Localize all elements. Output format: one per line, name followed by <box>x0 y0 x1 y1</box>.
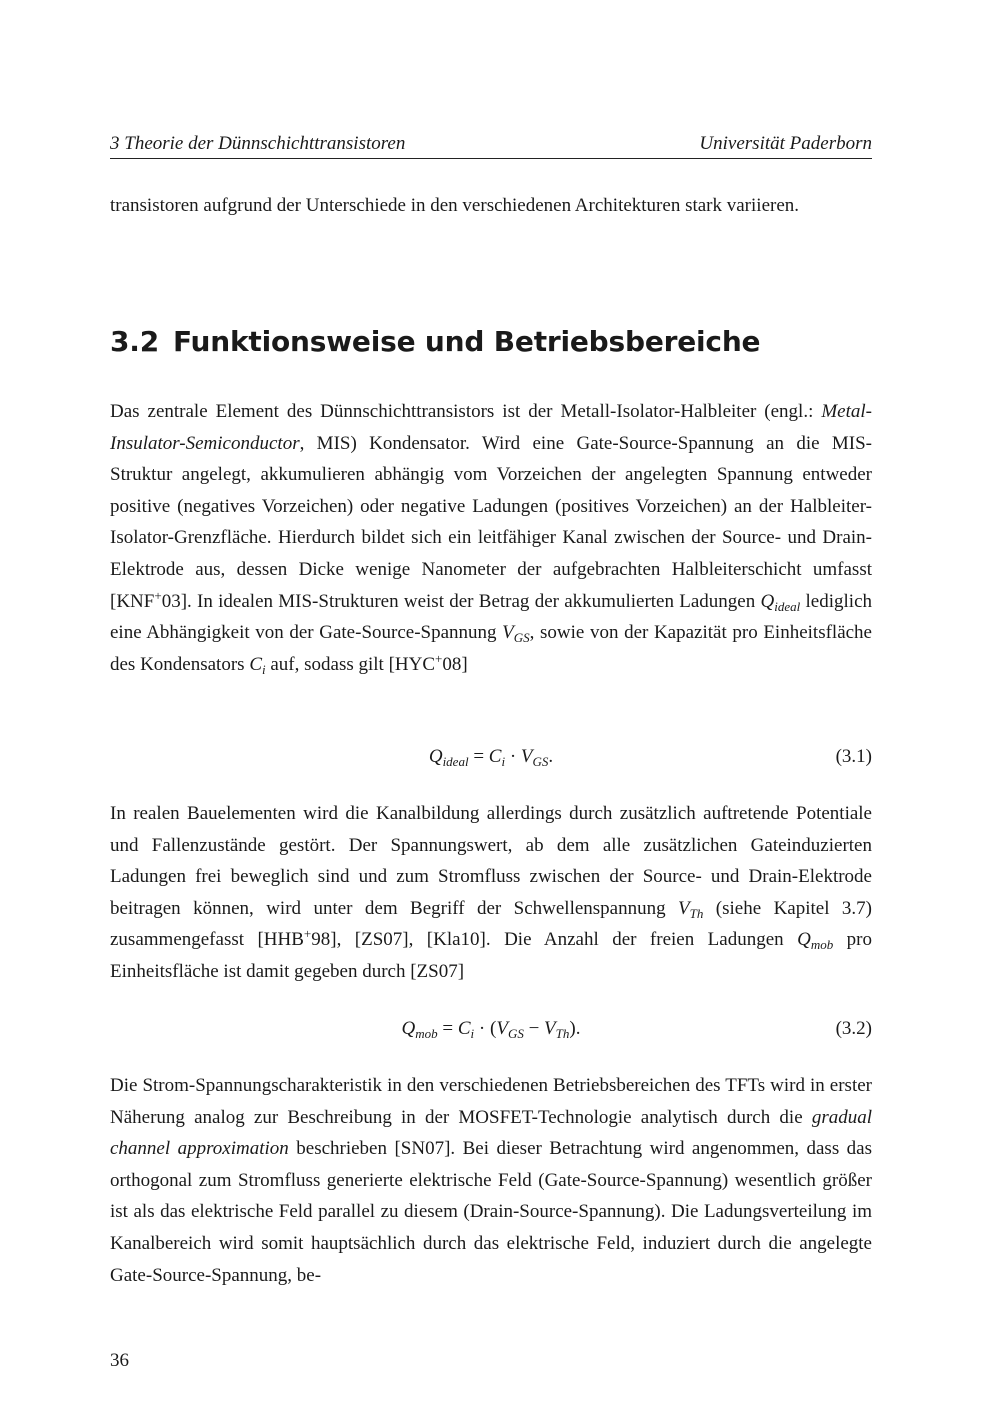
paragraph-mis-capacitor <box>110 396 872 680</box>
math-operator: = <box>437 1018 458 1039</box>
math-subscript: ideal <box>442 754 469 769</box>
text-run: 98], [ZS07], [Kla10]. Die Anzahl der freien Ladungen <box>311 929 798 951</box>
text-run: In realen Bauelementen wird die Kanalbildung allerdings durch zusätzlich auftretende Potentiale und Fallenzustände gestört. Der Spannungswert, ab dem alle zusätzlichen Gateinduzierten Ladungen frei beweglich sind und zum Stromfluss zwischen der Source- und Drain-Elektrode beitragen können, wird unter dem Begriff der Schwellenspannung <box>110 803 872 919</box>
math-symbol: C <box>249 653 262 675</box>
math-subscript: ideal <box>774 598 801 614</box>
text-run: , MIS) Kondensator. Wird eine Gate-Source-Spannung an die MIS-Struktur angelegt, akkumulieren abhängig vom Vorzeichen der angelegten Spannung entweder positive (negatives Vorzeichen) oder negative Ladungen (positives Vorzeichen) an der Halbleiter-Isolator-Grenzfläche. Hierdurch bildet sich ein leitfähiger Kanal zwischen der Source- und Drain-Elektrode aus, dessen Dicke wenige Nanometer der aufgebrachten Halbleiterschicht umfasst [KNF <box>110 432 872 612</box>
math-operator: − <box>523 1018 545 1039</box>
header-university: Universität Paderborn <box>699 133 872 154</box>
text-run: (siehe Kapitel 3.7) zusammengefasst [HHB <box>110 897 872 951</box>
section-title: Funktionsweise und Betriebsbereiche <box>173 325 761 358</box>
math-subscript: mob <box>415 1026 438 1041</box>
text-run: 08] <box>442 653 468 675</box>
math-subscript: Th <box>689 905 704 921</box>
math-symbol: V <box>520 746 533 767</box>
equation-3-2 <box>110 1012 872 1046</box>
text-run: pro Einheitsfläche ist damit gegeben durch [ZS07] <box>110 929 872 982</box>
math-subscript: Th <box>555 1026 570 1041</box>
superscript: + <box>303 926 312 942</box>
page-number: 36 <box>110 1350 129 1371</box>
equation-formula <box>110 740 872 774</box>
math-symbol: Q <box>401 1018 416 1039</box>
math-subscript: i <box>262 661 266 677</box>
math-operator: ). <box>569 1018 581 1039</box>
text-run: Das zentrale Element des Dünnschichttransistors ist der Metall-Isolator-Halbleiter (engl.: <box>110 401 822 422</box>
text-run: auf, sodass gilt [HYC <box>265 653 436 675</box>
math-operator: = <box>468 746 489 767</box>
math-operator: . <box>548 746 554 767</box>
text-run: lediglich eine Abhängigkeit von der Gate-Source-Spannung <box>110 590 873 644</box>
math-subscript: mob <box>810 937 834 953</box>
math-symbol: V <box>544 1018 556 1039</box>
italic-term: Metal-Insulator-Semiconductor <box>110 401 872 454</box>
intro-paragraph: transistoren aufgrund der Unterschiede in den verschiedenen Architekturen stark variieren. <box>110 195 800 216</box>
text-run: Die Strom-Spannungscharakteristik in den verschiedenen Betriebsbereichen des TFTs wird in erster Näherung analog zur Beschreibung in der MOSFET-Technologie analytisch durch die <box>110 1075 872 1128</box>
section-heading <box>110 322 872 362</box>
section-number: 3.2 <box>110 325 160 358</box>
equation-number: (3.1) <box>835 746 872 767</box>
math-symbol: C <box>457 1018 471 1039</box>
italic-term: gradual channel approximation <box>110 1106 872 1160</box>
equation-number: (3.2) <box>835 1018 872 1039</box>
math-subscript: i <box>470 1026 475 1041</box>
math-symbol: V <box>496 1018 508 1039</box>
text-run: 03]. In idealen MIS-Strukturen weist der Betrag der akkumulierten Ladungen <box>161 590 761 612</box>
header-chapter-title: 3 Theorie der Dünnschichttransistoren <box>110 133 406 154</box>
paragraph-threshold-voltage <box>110 798 872 988</box>
math-subscript: i <box>501 754 506 769</box>
superscript: + <box>154 587 162 603</box>
math-subscript: GS <box>507 1026 524 1041</box>
math-symbol: V <box>502 622 514 644</box>
math-symbol: Q <box>428 746 443 767</box>
paragraph-gradual-channel <box>110 1070 872 1291</box>
running-header <box>110 130 872 159</box>
math-operator: · ( <box>474 1018 497 1039</box>
math-symbol: Q <box>797 929 811 951</box>
math-symbol: C <box>488 746 502 767</box>
text-run: , sowie von der Kapazität pro Einheitsfläche des Kondensators <box>110 622 872 675</box>
text-run: beschrieben [SN07]. Bei dieser Betrachtung wird angenommen, dass das orthogonal zum Stromfluss generierte elektrische Feld (Gate-Source-Spannung) wesentlich größer ist als das elektrische Feld parallel zu diesem (Drain-Source-Spannung). Die Ladungsverteilung im Kanalbereich wird somit hauptsächlich durch das elektrische Feld, induziert durch die angelegte Gate-Source-Spannung, be- <box>110 1138 873 1286</box>
equation-formula <box>110 1012 872 1046</box>
math-operator: · <box>505 746 521 767</box>
equation-3-1 <box>110 740 872 774</box>
math-symbol: V <box>678 897 690 919</box>
math-symbol: Q <box>760 590 775 612</box>
math-subscript: GS <box>532 754 549 769</box>
math-subscript: GS <box>513 630 530 646</box>
superscript: + <box>435 650 443 666</box>
